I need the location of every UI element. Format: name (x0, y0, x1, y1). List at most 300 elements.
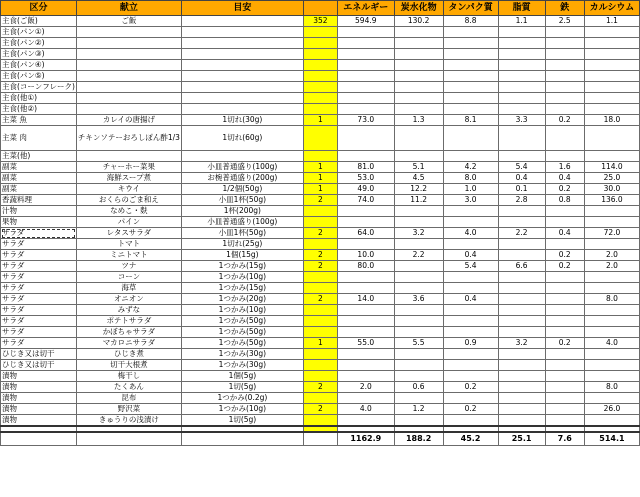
cell-protein[interactable] (443, 71, 498, 82)
total-calcium[interactable]: 514.1 (584, 432, 639, 446)
cell-energy[interactable] (337, 272, 394, 283)
totals-blank[interactable] (303, 432, 337, 446)
cell-carb[interactable]: 2.2 (394, 250, 443, 261)
cell-carb[interactable] (394, 272, 443, 283)
cell-guide[interactable]: 小皿普通盛り(100g) (181, 217, 303, 228)
cell-menu[interactable]: 昆布 (76, 393, 181, 404)
cell-calcium[interactable] (584, 38, 639, 49)
cell-guide[interactable] (181, 38, 303, 49)
cell-menu[interactable]: ミニトマト (76, 250, 181, 261)
cell-calcium[interactable] (584, 104, 639, 115)
cell-iron[interactable] (545, 104, 584, 115)
cell-category[interactable]: 副菜 (1, 162, 77, 173)
cell-menu[interactable] (76, 60, 181, 71)
cell-iron[interactable] (545, 49, 584, 60)
cell-fat[interactable] (498, 206, 545, 217)
cell-carb[interactable] (394, 283, 443, 294)
cell-energy[interactable] (337, 217, 394, 228)
cell-fat[interactable] (498, 82, 545, 93)
cell-iron[interactable] (545, 393, 584, 404)
cell-category[interactable]: 主食(他①) (1, 93, 77, 104)
cell-category[interactable]: 主食(パン①) (1, 27, 77, 38)
cell-guide[interactable]: 1つかみ(20g) (181, 294, 303, 305)
cell-category[interactable]: 香蔬料理 (1, 195, 77, 206)
cell-guide[interactable]: 1つかみ(30g) (181, 349, 303, 360)
cell-protein[interactable] (443, 206, 498, 217)
cell-fat[interactable] (498, 305, 545, 316)
cell-carb[interactable] (394, 93, 443, 104)
total-carb[interactable]: 188.2 (394, 432, 443, 446)
cell-energy[interactable] (337, 327, 394, 338)
cell-energy[interactable]: 594.9 (337, 16, 394, 27)
cell-menu[interactable]: 海鮮スープ煮 (76, 173, 181, 184)
cell-carb[interactable]: 5.1 (394, 162, 443, 173)
cell-category[interactable]: サラダ (1, 239, 77, 250)
cell-protein[interactable] (443, 38, 498, 49)
cell-menu[interactable] (76, 38, 181, 49)
cell-carb[interactable]: 3.6 (394, 294, 443, 305)
cell-protein[interactable] (443, 371, 498, 382)
cell-quantity[interactable]: 1 (303, 173, 337, 184)
cell-category[interactable]: 主菜 肉 (1, 126, 77, 151)
cell-calcium[interactable] (584, 82, 639, 93)
cell-quantity[interactable]: 2 (303, 261, 337, 272)
cell-energy[interactable]: 10.0 (337, 250, 394, 261)
cell-category[interactable]: サラダ (1, 228, 77, 239)
cell-calcium[interactable] (584, 151, 639, 162)
cell-fat[interactable] (498, 217, 545, 228)
cell-category[interactable]: 漬物 (1, 404, 77, 415)
cell-iron[interactable] (545, 239, 584, 250)
cell-protein[interactable] (443, 305, 498, 316)
cell-protein[interactable] (443, 360, 498, 371)
cell-fat[interactable] (498, 272, 545, 283)
cell-category[interactable]: 主食(パン③) (1, 49, 77, 60)
cell-energy[interactable] (337, 239, 394, 250)
cell-menu[interactable] (76, 82, 181, 93)
cell-iron[interactable] (545, 349, 584, 360)
cell-carb[interactable]: 4.5 (394, 173, 443, 184)
cell-category[interactable]: 主食(パン⑤) (1, 71, 77, 82)
cell-quantity[interactable] (303, 415, 337, 427)
cell-fat[interactable] (498, 49, 545, 60)
cell-carb[interactable] (394, 316, 443, 327)
cell-energy[interactable] (337, 393, 394, 404)
cell-quantity[interactable] (303, 71, 337, 82)
cell-menu[interactable]: 切干大根煮 (76, 360, 181, 371)
cell-energy[interactable]: 74.0 (337, 195, 394, 206)
cell-category[interactable]: サラダ (1, 250, 77, 261)
cell-calcium[interactable] (584, 27, 639, 38)
cell-guide[interactable]: 1つかみ(15g) (181, 261, 303, 272)
cell-category[interactable]: 主食(ご飯) (1, 16, 77, 27)
cell-quantity[interactable] (303, 217, 337, 228)
cell-fat[interactable]: 0.1 (498, 184, 545, 195)
cell-quantity[interactable]: 2 (303, 228, 337, 239)
cell-quantity[interactable] (303, 305, 337, 316)
cell-category[interactable]: 漬物 (1, 393, 77, 404)
cell-menu[interactable]: きゅうりの浅漬け (76, 415, 181, 427)
cell-calcium[interactable] (584, 239, 639, 250)
cell-calcium[interactable] (584, 206, 639, 217)
cell-energy[interactable]: 14.0 (337, 294, 394, 305)
cell-category[interactable]: 果物 (1, 217, 77, 228)
cell-fat[interactable] (498, 283, 545, 294)
cell-fat[interactable]: 2.2 (498, 228, 545, 239)
cell-iron[interactable] (545, 382, 584, 393)
cell-iron[interactable]: 0.4 (545, 173, 584, 184)
cell-quantity[interactable]: 352 (303, 16, 337, 27)
cell-guide[interactable] (181, 16, 303, 27)
cell-guide[interactable]: 1個(15g) (181, 250, 303, 261)
cell-energy[interactable] (337, 82, 394, 93)
cell-carb[interactable] (394, 261, 443, 272)
cell-menu[interactable]: ポテトサラダ (76, 316, 181, 327)
cell-guide[interactable]: 1つかみ(0.2g) (181, 393, 303, 404)
cell-carb[interactable]: 3.2 (394, 228, 443, 239)
cell-energy[interactable] (337, 151, 394, 162)
cell-fat[interactable] (498, 60, 545, 71)
cell-protein[interactable]: 4.0 (443, 228, 498, 239)
cell-category[interactable]: ひじき又は切干 (1, 349, 77, 360)
cell-fat[interactable] (498, 404, 545, 415)
cell-quantity[interactable]: 1 (303, 162, 337, 173)
cell-iron[interactable]: 0.2 (545, 338, 584, 349)
cell-carb[interactable] (394, 104, 443, 115)
cell-menu[interactable]: かぼちゃサラダ (76, 327, 181, 338)
cell-menu[interactable]: おくらのごま和え (76, 195, 181, 206)
cell-guide[interactable]: 1杯(200g) (181, 206, 303, 217)
cell-carb[interactable]: 11.2 (394, 195, 443, 206)
cell-fat[interactable] (498, 151, 545, 162)
cell-protein[interactable] (443, 151, 498, 162)
cell-quantity[interactable] (303, 360, 337, 371)
cell-iron[interactable] (545, 415, 584, 427)
cell-guide[interactable] (181, 82, 303, 93)
cell-iron[interactable] (545, 126, 584, 151)
cell-fat[interactable] (498, 382, 545, 393)
cell-calcium[interactable] (584, 327, 639, 338)
cell-calcium[interactable] (584, 283, 639, 294)
cell-protein[interactable]: 0.4 (443, 294, 498, 305)
cell-quantity[interactable] (303, 316, 337, 327)
cell-protein[interactable] (443, 316, 498, 327)
cell-protein[interactable]: 4.2 (443, 162, 498, 173)
header-quantity[interactable] (303, 1, 337, 16)
cell-quantity[interactable] (303, 151, 337, 162)
cell-protein[interactable] (443, 82, 498, 93)
cell-quantity[interactable] (303, 371, 337, 382)
cell-guide[interactable] (181, 151, 303, 162)
cell-category[interactable]: サラダ (1, 283, 77, 294)
cell-protein[interactable] (443, 393, 498, 404)
cell-energy[interactable] (337, 283, 394, 294)
cell-carb[interactable] (394, 360, 443, 371)
cell-iron[interactable]: 0.2 (545, 184, 584, 195)
cell-category[interactable]: 漬物 (1, 371, 77, 382)
cell-calcium[interactable]: 25.0 (584, 173, 639, 184)
cell-quantity[interactable] (303, 38, 337, 49)
cell-category[interactable]: 主食(パン②) (1, 38, 77, 49)
cell-guide[interactable]: 1つかみ(10g) (181, 404, 303, 415)
cell-fat[interactable] (498, 316, 545, 327)
cell-carb[interactable] (394, 49, 443, 60)
cell-protein[interactable]: 0.2 (443, 382, 498, 393)
cell-energy[interactable]: 81.0 (337, 162, 394, 173)
cell-quantity[interactable] (303, 327, 337, 338)
cell-quantity[interactable]: 2 (303, 382, 337, 393)
cell-quantity[interactable]: 1 (303, 115, 337, 126)
cell-protein[interactable]: 8.0 (443, 173, 498, 184)
cell-iron[interactable]: 0.2 (545, 250, 584, 261)
cell-guide[interactable]: お椀普通盛り(200g) (181, 173, 303, 184)
cell-iron[interactable]: 2.5 (545, 16, 584, 27)
cell-carb[interactable]: 1.3 (394, 115, 443, 126)
cell-protein[interactable] (443, 327, 498, 338)
cell-quantity[interactable] (303, 27, 337, 38)
cell-category[interactable]: 漬物 (1, 382, 77, 393)
cell-guide[interactable]: 小皿1杯(50g) (181, 228, 303, 239)
cell-fat[interactable] (498, 294, 545, 305)
cell-category[interactable]: サラダ (1, 261, 77, 272)
cell-guide[interactable]: 1つかみ(50g) (181, 327, 303, 338)
cell-fat[interactable]: 3.2 (498, 338, 545, 349)
cell-menu[interactable] (76, 71, 181, 82)
cell-calcium[interactable]: 4.0 (584, 338, 639, 349)
cell-calcium[interactable] (584, 316, 639, 327)
total-fat[interactable]: 25.1 (498, 432, 545, 446)
cell-menu[interactable] (76, 49, 181, 60)
cell-energy[interactable] (337, 305, 394, 316)
cell-iron[interactable] (545, 305, 584, 316)
cell-calcium[interactable]: 136.0 (584, 195, 639, 206)
cell-calcium[interactable]: 1.1 (584, 16, 639, 27)
cell-energy[interactable]: 4.0 (337, 404, 394, 415)
cell-energy[interactable]: 80.0 (337, 261, 394, 272)
cell-iron[interactable] (545, 404, 584, 415)
cell-category[interactable]: 主食(他②) (1, 104, 77, 115)
cell-menu[interactable]: チャーホー菜果 (76, 162, 181, 173)
cell-energy[interactable] (337, 27, 394, 38)
cell-fat[interactable] (498, 71, 545, 82)
cell-quantity[interactable]: 1 (303, 184, 337, 195)
cell-carb[interactable] (394, 27, 443, 38)
cell-menu[interactable]: なめこ・麩 (76, 206, 181, 217)
cell-guide[interactable]: 1切れ(30g) (181, 115, 303, 126)
cell-fat[interactable]: 6.6 (498, 261, 545, 272)
cell-energy[interactable] (337, 49, 394, 60)
cell-iron[interactable] (545, 82, 584, 93)
cell-quantity[interactable] (303, 126, 337, 151)
cell-quantity[interactable]: 2 (303, 195, 337, 206)
cell-category[interactable]: サラダ (1, 316, 77, 327)
cell-iron[interactable] (545, 327, 584, 338)
cell-quantity[interactable] (303, 239, 337, 250)
cell-protein[interactable]: 0.9 (443, 338, 498, 349)
cell-menu[interactable]: 海草 (76, 283, 181, 294)
cell-protein[interactable] (443, 415, 498, 427)
cell-iron[interactable]: 0.4 (545, 228, 584, 239)
cell-menu[interactable] (76, 27, 181, 38)
cell-protein[interactable] (443, 283, 498, 294)
cell-carb[interactable] (394, 349, 443, 360)
cell-guide[interactable]: 小皿1杯(50g) (181, 195, 303, 206)
cell-fat[interactable] (498, 104, 545, 115)
cell-protein[interactable]: 8.8 (443, 16, 498, 27)
cell-category[interactable]: 主食(コーンフレーク) (2, 82, 75, 91)
cell-iron[interactable] (545, 151, 584, 162)
cell-menu[interactable] (76, 104, 181, 115)
cell-calcium[interactable] (584, 305, 639, 316)
cell-menu[interactable]: 野沢菜 (76, 404, 181, 415)
cell-calcium[interactable] (584, 272, 639, 283)
cell-energy[interactable]: 49.0 (337, 184, 394, 195)
cell-menu[interactable]: ご飯 (76, 16, 181, 27)
cell-quantity[interactable] (303, 349, 337, 360)
cell-fat[interactable] (498, 239, 545, 250)
cell-energy[interactable]: 64.0 (337, 228, 394, 239)
cell-carb[interactable] (394, 371, 443, 382)
cell-energy[interactable]: 2.0 (337, 382, 394, 393)
totals-blank[interactable] (1, 432, 77, 446)
cell-calcium[interactable] (584, 415, 639, 427)
cell-carb[interactable] (394, 239, 443, 250)
cell-fat[interactable]: 2.8 (498, 195, 545, 206)
cell-carb[interactable]: 0.6 (394, 382, 443, 393)
cell-menu[interactable]: パイン (76, 217, 181, 228)
cell-carb[interactable] (394, 60, 443, 71)
cell-guide[interactable]: 1切れ(60g) (181, 126, 303, 151)
cell-guide[interactable]: 小皿普通盛り(100g) (181, 162, 303, 173)
cell-protein[interactable] (443, 349, 498, 360)
cell-iron[interactable] (545, 283, 584, 294)
cell-energy[interactable] (337, 126, 394, 151)
header-guide[interactable]: 目安 (181, 1, 303, 16)
cell-quantity[interactable] (303, 104, 337, 115)
cell-energy[interactable]: 55.0 (337, 338, 394, 349)
cell-menu[interactable]: レタスサラダ (76, 228, 181, 239)
cell-carb[interactable] (394, 38, 443, 49)
cell-iron[interactable]: 1.6 (545, 162, 584, 173)
cell-fat[interactable]: 1.1 (498, 16, 545, 27)
cell-guide[interactable] (181, 49, 303, 60)
cell-calcium[interactable] (584, 126, 639, 151)
cell-fat[interactable] (498, 349, 545, 360)
cell-protein[interactable] (443, 27, 498, 38)
cell-calcium[interactable] (584, 93, 639, 104)
cell-guide[interactable] (181, 60, 303, 71)
cell-iron[interactable]: 0.2 (545, 115, 584, 126)
cell-calcium[interactable] (584, 49, 639, 60)
cell-quantity[interactable]: 2 (303, 404, 337, 415)
cell-iron[interactable]: 0.2 (545, 261, 584, 272)
cell-energy[interactable] (337, 360, 394, 371)
cell-fat[interactable] (498, 371, 545, 382)
cell-fat[interactable] (498, 27, 545, 38)
cell-guide[interactable]: 1個(5g) (181, 371, 303, 382)
cell-fat[interactable] (498, 250, 545, 261)
cell-carb[interactable] (394, 217, 443, 228)
cell-calcium[interactable] (584, 360, 639, 371)
cell-fat[interactable] (498, 393, 545, 404)
cell-guide[interactable]: 1/2個(50g) (181, 184, 303, 195)
cell-iron[interactable] (545, 316, 584, 327)
cell-carb[interactable]: 130.2 (394, 16, 443, 27)
cell-energy[interactable] (337, 206, 394, 217)
cell-quantity[interactable] (303, 393, 337, 404)
cell-menu[interactable]: カレイの唐揚げ (76, 115, 181, 126)
cell-menu[interactable]: マカロニサラダ (76, 338, 181, 349)
cell-calcium[interactable] (584, 217, 639, 228)
cell-carb[interactable] (394, 126, 443, 151)
cell-quantity[interactable] (303, 206, 337, 217)
cell-category[interactable]: 漬物 (1, 415, 77, 427)
cell-category[interactable]: サラダ (1, 272, 77, 283)
cell-guide[interactable]: 1つかみ(50g) (181, 338, 303, 349)
cell-quantity[interactable] (303, 272, 337, 283)
cell-guide[interactable] (181, 93, 303, 104)
cell-menu[interactable]: 梅干し (76, 371, 181, 382)
cell-category[interactable]: 副菜 (1, 184, 77, 195)
header-calcium[interactable]: カルシウム (584, 1, 639, 16)
cell-iron[interactable] (545, 206, 584, 217)
cell-guide[interactable]: 1切(5g) (181, 415, 303, 427)
cell-carb[interactable]: 12.2 (394, 184, 443, 195)
cell-menu[interactable]: ひじき煮 (76, 349, 181, 360)
cell-protein[interactable] (443, 60, 498, 71)
cell-guide[interactable]: 1つかみ(15g) (181, 283, 303, 294)
cell-energy[interactable] (337, 371, 394, 382)
cell-carb[interactable]: 5.5 (394, 338, 443, 349)
cell-quantity[interactable]: 1 (303, 338, 337, 349)
cell-calcium[interactable]: 2.0 (584, 261, 639, 272)
cell-protein[interactable] (443, 272, 498, 283)
cell-carb[interactable] (394, 206, 443, 217)
cell-iron[interactable] (545, 294, 584, 305)
header-energy[interactable]: エネルギー (337, 1, 394, 16)
cell-calcium[interactable]: 114.0 (584, 162, 639, 173)
cell-fat[interactable] (498, 327, 545, 338)
cell-menu[interactable]: キウイ (76, 184, 181, 195)
cell-protein[interactable]: 5.4 (443, 261, 498, 272)
header-category[interactable]: 区分 (1, 1, 77, 16)
header-carb[interactable]: 炭水化物 (394, 1, 443, 16)
cell-calcium[interactable]: 30.0 (584, 184, 639, 195)
total-iron[interactable]: 7.6 (545, 432, 584, 446)
header-iron[interactable]: 鉄 (545, 1, 584, 16)
cell-carb[interactable] (394, 305, 443, 316)
cell-fat[interactable] (498, 38, 545, 49)
cell-calcium[interactable] (584, 71, 639, 82)
cell-menu[interactable]: コーン (76, 272, 181, 283)
cell-menu[interactable]: トマト (76, 239, 181, 250)
cell-quantity[interactable] (303, 82, 337, 93)
cell-menu[interactable]: たくあん (76, 382, 181, 393)
cell-carb[interactable] (394, 415, 443, 427)
cell-fat[interactable] (498, 360, 545, 371)
cell-fat[interactable] (498, 415, 545, 427)
cell-carb[interactable] (394, 327, 443, 338)
header-fat[interactable]: 脂質 (498, 1, 545, 16)
cell-iron[interactable] (545, 217, 584, 228)
cell-protein[interactable]: 0.2 (443, 404, 498, 415)
cell-guide[interactable]: 1つかみ(50g) (181, 316, 303, 327)
cell-protein[interactable] (443, 239, 498, 250)
cell-energy[interactable]: 73.0 (337, 115, 394, 126)
cell-fat[interactable] (498, 126, 545, 151)
cell-energy[interactable] (337, 60, 394, 71)
cell-menu[interactable] (76, 151, 181, 162)
